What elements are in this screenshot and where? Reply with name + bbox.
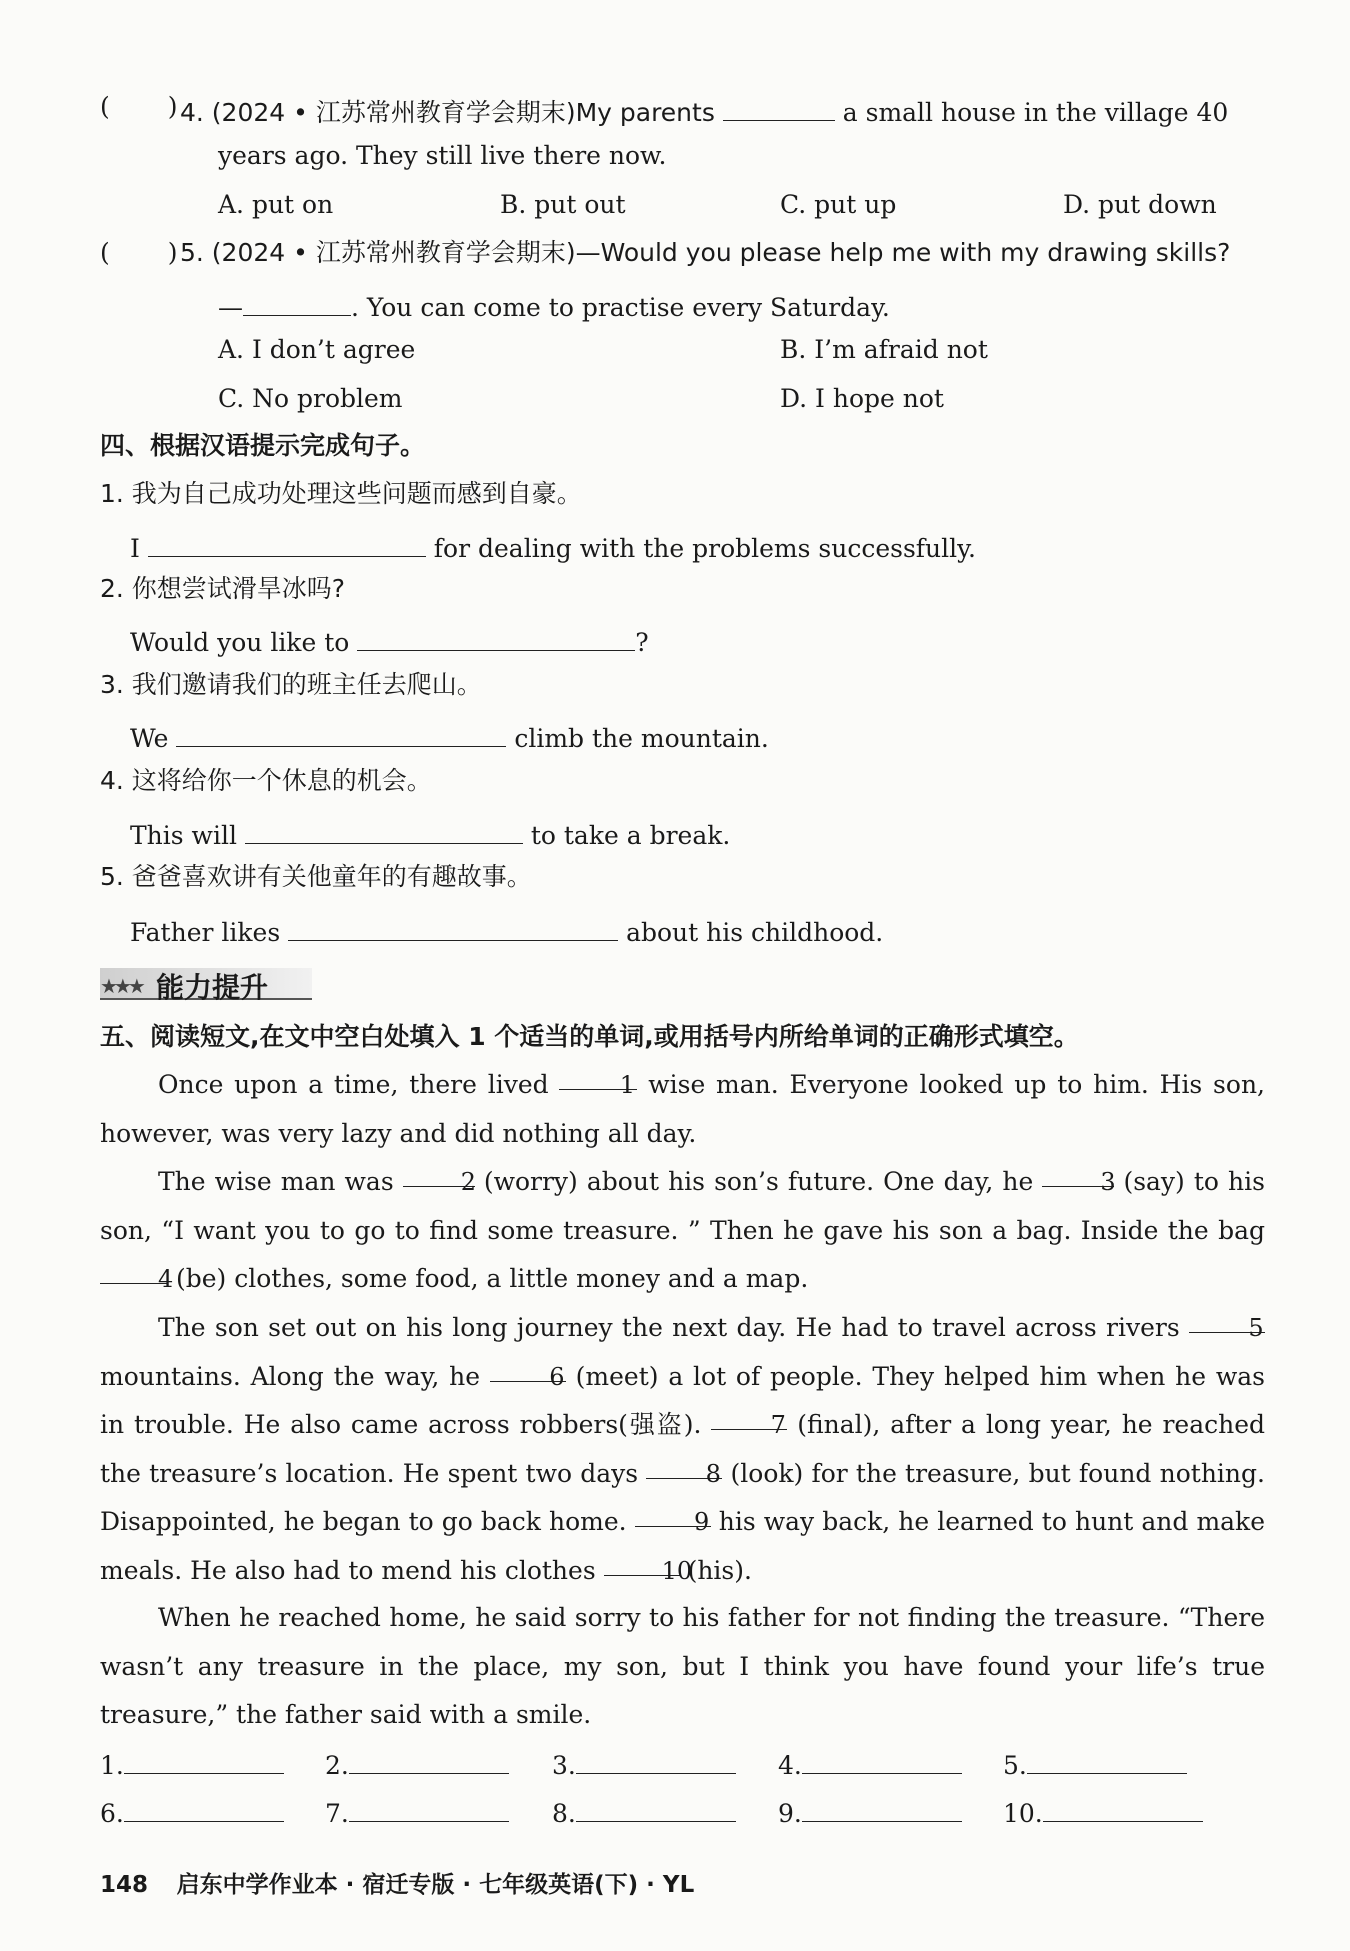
q5-option-b[interactable]: B. I’m afraid not [780,335,988,364]
q5-answer-paren[interactable]: ( ) [100,238,178,267]
part4-item5-blank[interactable] [288,912,618,941]
q5-option-c[interactable]: C. No problem [218,384,403,413]
passage-blank-8[interactable]: 8 [646,1450,722,1479]
q5-stem-line2: — . You can come to practise every Saturday. [218,287,890,323]
part4-item3-cn: 3. 我们邀请我们的班主任去爬山。 [100,670,482,699]
passage-paragraph-3: The son set out on his long journey the next day. He had to travel across rivers 5 mountains. Along the way, he 6 (meet) a lot of people. They helped him when he was in trouble. He also came across robbers(强盗). 7 (final), after a long year, he reached the treasure’s location. He spent two days 8 (look) for the treasure, but found nothing. Disappointed, he began to go back home. 9 his way back, he learned to hunt and make meals. He also had to mend his clothes 10 (his). [100,1304,1265,1595]
answer-line-10[interactable]: 10. [1003,1793,1203,1829]
part4-item3-blank[interactable] [176,718,506,747]
part4-item5-cn: 5. 爸爸喜欢讲有关他童年的有趣故事。 [100,862,532,891]
star-icon: ★★★ [100,974,142,998]
page-number: 148 [100,1872,149,1898]
passage-blank-10[interactable]: 10 [604,1547,680,1576]
q4-option-b[interactable]: B. put out [500,190,626,219]
q5-blank[interactable] [243,287,351,316]
q5-option-d[interactable]: D. I hope not [780,384,944,413]
part4-item2-en: Would you like to ? [130,622,649,658]
q4-stem-line2: years ago. They still live there now. [218,141,667,170]
answer-line-2[interactable]: 2. [325,1745,509,1781]
ability-heading-label: 能力提升 [156,971,269,1004]
part5-title: 五、阅读短文,在文中空白处填入 1 个适当的单词,或用括号内所给单词的正确形式填空。 [100,1022,1079,1051]
part4-item1-en: I for dealing with the problems successfully. [130,528,976,564]
passage-paragraph-2: The wise man was 2 (worry) about his son’s future. One day, he 3 (say) to his son, “I want you to go to find some treasure. ” Then he gave his son a bag. Inside the bag 4 (be) clothes, some food, a little money and a map. [100,1158,1265,1304]
answer-line-6[interactable]: 6. [100,1793,284,1829]
answer-line-1[interactable]: 1. [100,1745,284,1781]
answer-line-4[interactable]: 4. [778,1745,962,1781]
passage-blank-5[interactable]: 5 [1189,1304,1265,1333]
part4-item4-cn: 4. 这将给你一个休息的机会。 [100,766,432,795]
passage-blank-1[interactable]: 1 [559,1061,637,1090]
part4-item1-cn: 1. 我为自己成功处理这些问题而感到自豪。 [100,479,582,508]
passage-blank-6[interactable]: 6 [490,1353,566,1382]
part4-item2-blank[interactable] [357,622,635,651]
passage-paragraph-1: Once upon a time, there lived 1 wise man. Everyone looked up to him. His son, however, was very lazy and did nothing all day. [100,1061,1265,1158]
q4-stem-line1: 4. (2024 • 江苏常州教育学会期末)My parents a small house in the village 40 [180,92,1228,128]
q4-option-a[interactable]: A. put on [218,190,334,219]
passage-blank-3[interactable]: 3 [1042,1158,1114,1187]
answer-line-3[interactable]: 3. [552,1745,736,1781]
q5-option-a[interactable]: A. I don’t agree [218,335,416,364]
q4-option-d[interactable]: D. put down [1063,190,1217,219]
passage-blank-7[interactable]: 7 [711,1401,787,1430]
q4-blank[interactable] [723,92,835,121]
q4-answer-paren[interactable]: ( ) [100,92,178,121]
page-footer [100,1866,694,1899]
part4-item4-blank[interactable] [245,815,523,844]
part4-item2-cn: 2. 你想尝试滑旱冰吗? [100,574,346,603]
q4-option-c[interactable]: C. put up [780,190,897,219]
answer-line-9[interactable]: 9. [778,1793,962,1829]
passage-paragraph-4: When he reached home, he said sorry to his father for not finding the treasure. “There wasn’t any treasure in the place, my son, but I think you have found your life’s true treasure,” the father said with a smile. [100,1603,1265,1729]
answer-line-8[interactable]: 8. [552,1793,736,1829]
answer-line-7[interactable]: 7. [325,1793,509,1829]
part4-item3-en: We climb the mountain. [130,718,769,754]
ability-heading [100,962,320,1002]
book-title: 启东中学作业本 · 宿迁专版 · 七年级英语(下) · YL [176,1872,695,1898]
part4-title: 四、根据汉语提示完成句子。 [100,431,426,460]
part4-item5-en: Father likes about his childhood. [130,912,883,948]
passage-blank-2[interactable]: 2 [403,1158,475,1187]
part4-item4-en: This will to take a break. [130,815,730,851]
passage-blank-9[interactable]: 9 [635,1498,711,1527]
answer-line-5[interactable]: 5. [1003,1745,1187,1781]
q5-stem-line1: 5. (2024 • 江苏常州教育学会期末)—Would you please help me with my drawing skills? [180,238,1231,267]
part4-item1-blank[interactable] [148,528,426,557]
passage-blank-4[interactable]: 4 [100,1255,168,1284]
